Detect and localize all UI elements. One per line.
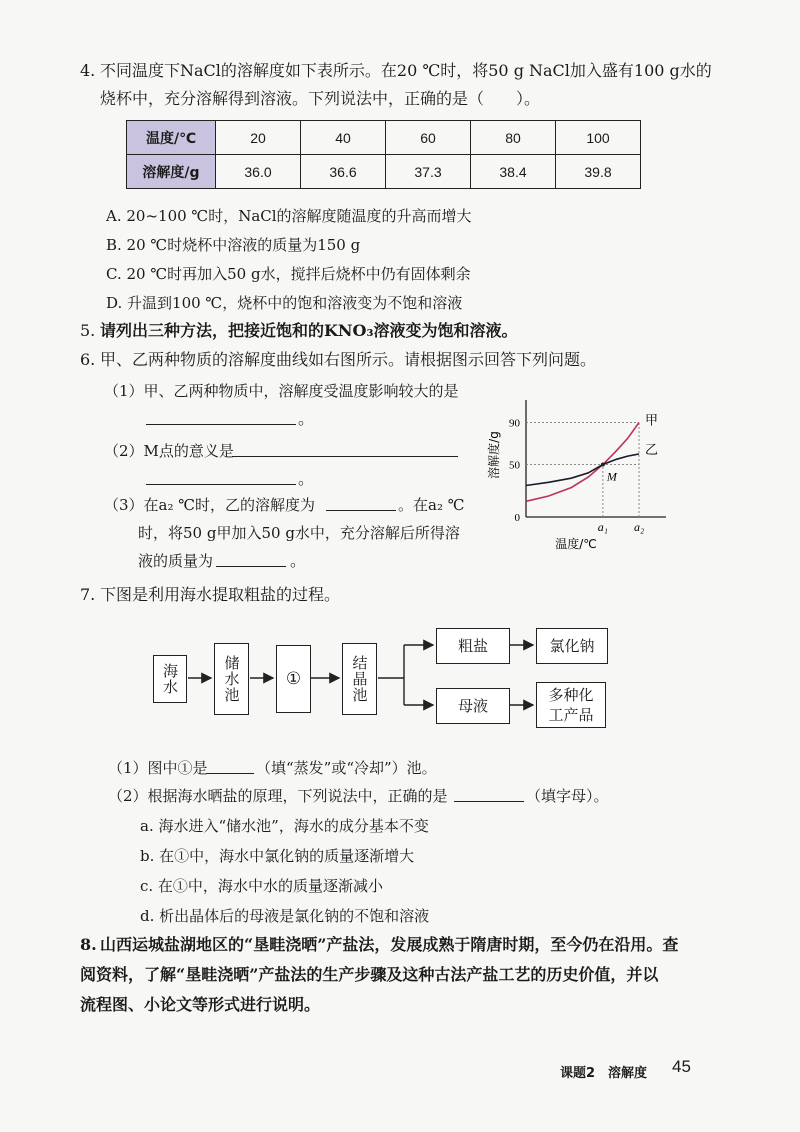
q8-line3: 流程图、小论文等形式进行说明。 [80, 995, 321, 1014]
table-cell: 39.8 [556, 155, 641, 189]
q8-line2: 阅资料，了解“垦畦浇晒”产盐法的生产步骤及这种古法产盐工艺的历史价值，并以 [80, 965, 659, 984]
q5-number: 5. [80, 321, 96, 340]
series-label: 乙 [645, 443, 659, 458]
q7-option-d: d. 析出晶体后的母液是氯化钠的不饱和溶液 [140, 907, 430, 925]
q6-number: 6. [80, 350, 96, 369]
table-cell: 36.6 [301, 155, 386, 189]
q7-option-b: b. 在①中，海水中氯化钠的质量逐渐增大 [140, 847, 415, 865]
q4-option-a: A. 20~100 ℃时，NaCl的溶解度随温度的升高而增大 [106, 207, 472, 225]
q7-text: 下图是利用海水提取粗盐的过程。 [100, 585, 341, 604]
flow-storage: 储水池 [214, 643, 249, 715]
q4-number: 4. [80, 61, 96, 80]
point-label-m: M [606, 469, 617, 484]
q4-text-line1: 不同温度下NaCl的溶解度如下表所示。在20 ℃时，将50 g NaCl加入盛有100 g水的 [100, 61, 712, 80]
q7-option-c: c. 在①中，海水中水的质量逐渐减小 [140, 877, 383, 895]
q7-number: 7. [80, 585, 96, 604]
q4-option-d: D. 升温到100 ℃，烧杯中的饱和溶液变为不饱和溶液 [106, 294, 463, 312]
q7-part1-a: （1）图中①是 [108, 759, 208, 777]
q6-part2: （2）M点的意义是 [104, 442, 234, 460]
x-axis-label: 温度/℃ [555, 537, 597, 551]
q6-part1: （1）甲、乙两种物质中，溶解度受温度影响较大的是 [104, 382, 459, 400]
q7-option-a: a. 海水进入“储水池”，海水的成分基本不变 [140, 817, 429, 835]
flow-mother: 母液 [436, 688, 510, 724]
section-title: 课题2 溶解度 [560, 1066, 648, 1081]
q4-text-line2: 烧杯中，充分溶解得到溶液。下列说法中，正确的是（ ）。 [100, 89, 541, 108]
q5-text: 请列出三种方法，把接近饱和的KNO₃溶液变为饱和溶液。 [100, 321, 518, 340]
table-cell: 100 [556, 121, 641, 155]
table-cell: 37.3 [386, 155, 471, 189]
q6-part3-b: 。在a₂ ℃ [398, 496, 465, 514]
q8-number: 8. [80, 935, 97, 954]
q6-part2-end: 。 [298, 469, 315, 488]
q6-part3-end: 。 [290, 551, 307, 570]
flow-step1: ① [276, 645, 311, 713]
q4-option-c: C. 20 ℃时再加入50 g水，搅拌后烧杯中仍有固体剩余 [106, 265, 471, 283]
flow-crystal: 结晶池 [342, 643, 377, 715]
series-label: 甲 [645, 413, 659, 429]
y-axis-label: 溶解度/g [487, 431, 501, 479]
page-number: 45 [672, 1057, 691, 1076]
x-tick-label: a₂ [633, 520, 645, 534]
y-tick-label: 50 [509, 459, 520, 472]
q6-part3-d: 液的质量为 [138, 552, 214, 570]
q7-part2-a: （2）根据海水晒盐的原理，下列说法中，正确的是 [108, 787, 448, 805]
table-cell: 60 [386, 121, 471, 155]
flow-seawater: 海水 [153, 655, 187, 703]
y-tick-label: 90 [509, 417, 520, 430]
x-tick-label: a₁ [597, 520, 608, 534]
q4-option-b: B. 20 ℃时烧杯中溶液的质量为150 g [106, 236, 361, 254]
flow-crude: 粗盐 [436, 628, 510, 664]
q7-part1-answer[interactable] [206, 757, 254, 778]
table-cell: 36.0 [216, 155, 301, 189]
flow-nacl: 氯化钠 [536, 628, 608, 664]
table-cell: 20 [216, 121, 301, 155]
q8-line1: 山西运城盐湖地区的“垦畦浇晒”产盐法，发展成熟于隋唐时期，至今仍在沿用。查 [100, 935, 679, 954]
q6-part3-c: 时，将50 g甲加入50 g水中，充分溶解后所得溶 [138, 524, 460, 542]
flow-products: 多种化工产品 [536, 682, 606, 728]
table-cell: 38.4 [471, 155, 556, 189]
y-tick-label: 0 [514, 512, 520, 524]
table-row-label: 溶解度/g [127, 155, 216, 189]
q7-part1-b: （填“蒸发”或“冷却”）池。 [256, 759, 437, 777]
table-cell: 80 [471, 121, 556, 155]
table-cell: 40 [301, 121, 386, 155]
q6-part3-a: （3）在a₂ ℃时，乙的溶解度为 [104, 496, 316, 514]
table-row-label: 温度/℃ [127, 121, 216, 155]
q7-part2-b: （填字母）。 [526, 787, 609, 805]
q6-part1-end: 。 [298, 409, 315, 428]
q7-part2-answer[interactable] [454, 785, 524, 806]
q6-text: 甲、乙两种物质的溶解度曲线如右图所示。请根据图示回答下列问题。 [100, 350, 597, 369]
